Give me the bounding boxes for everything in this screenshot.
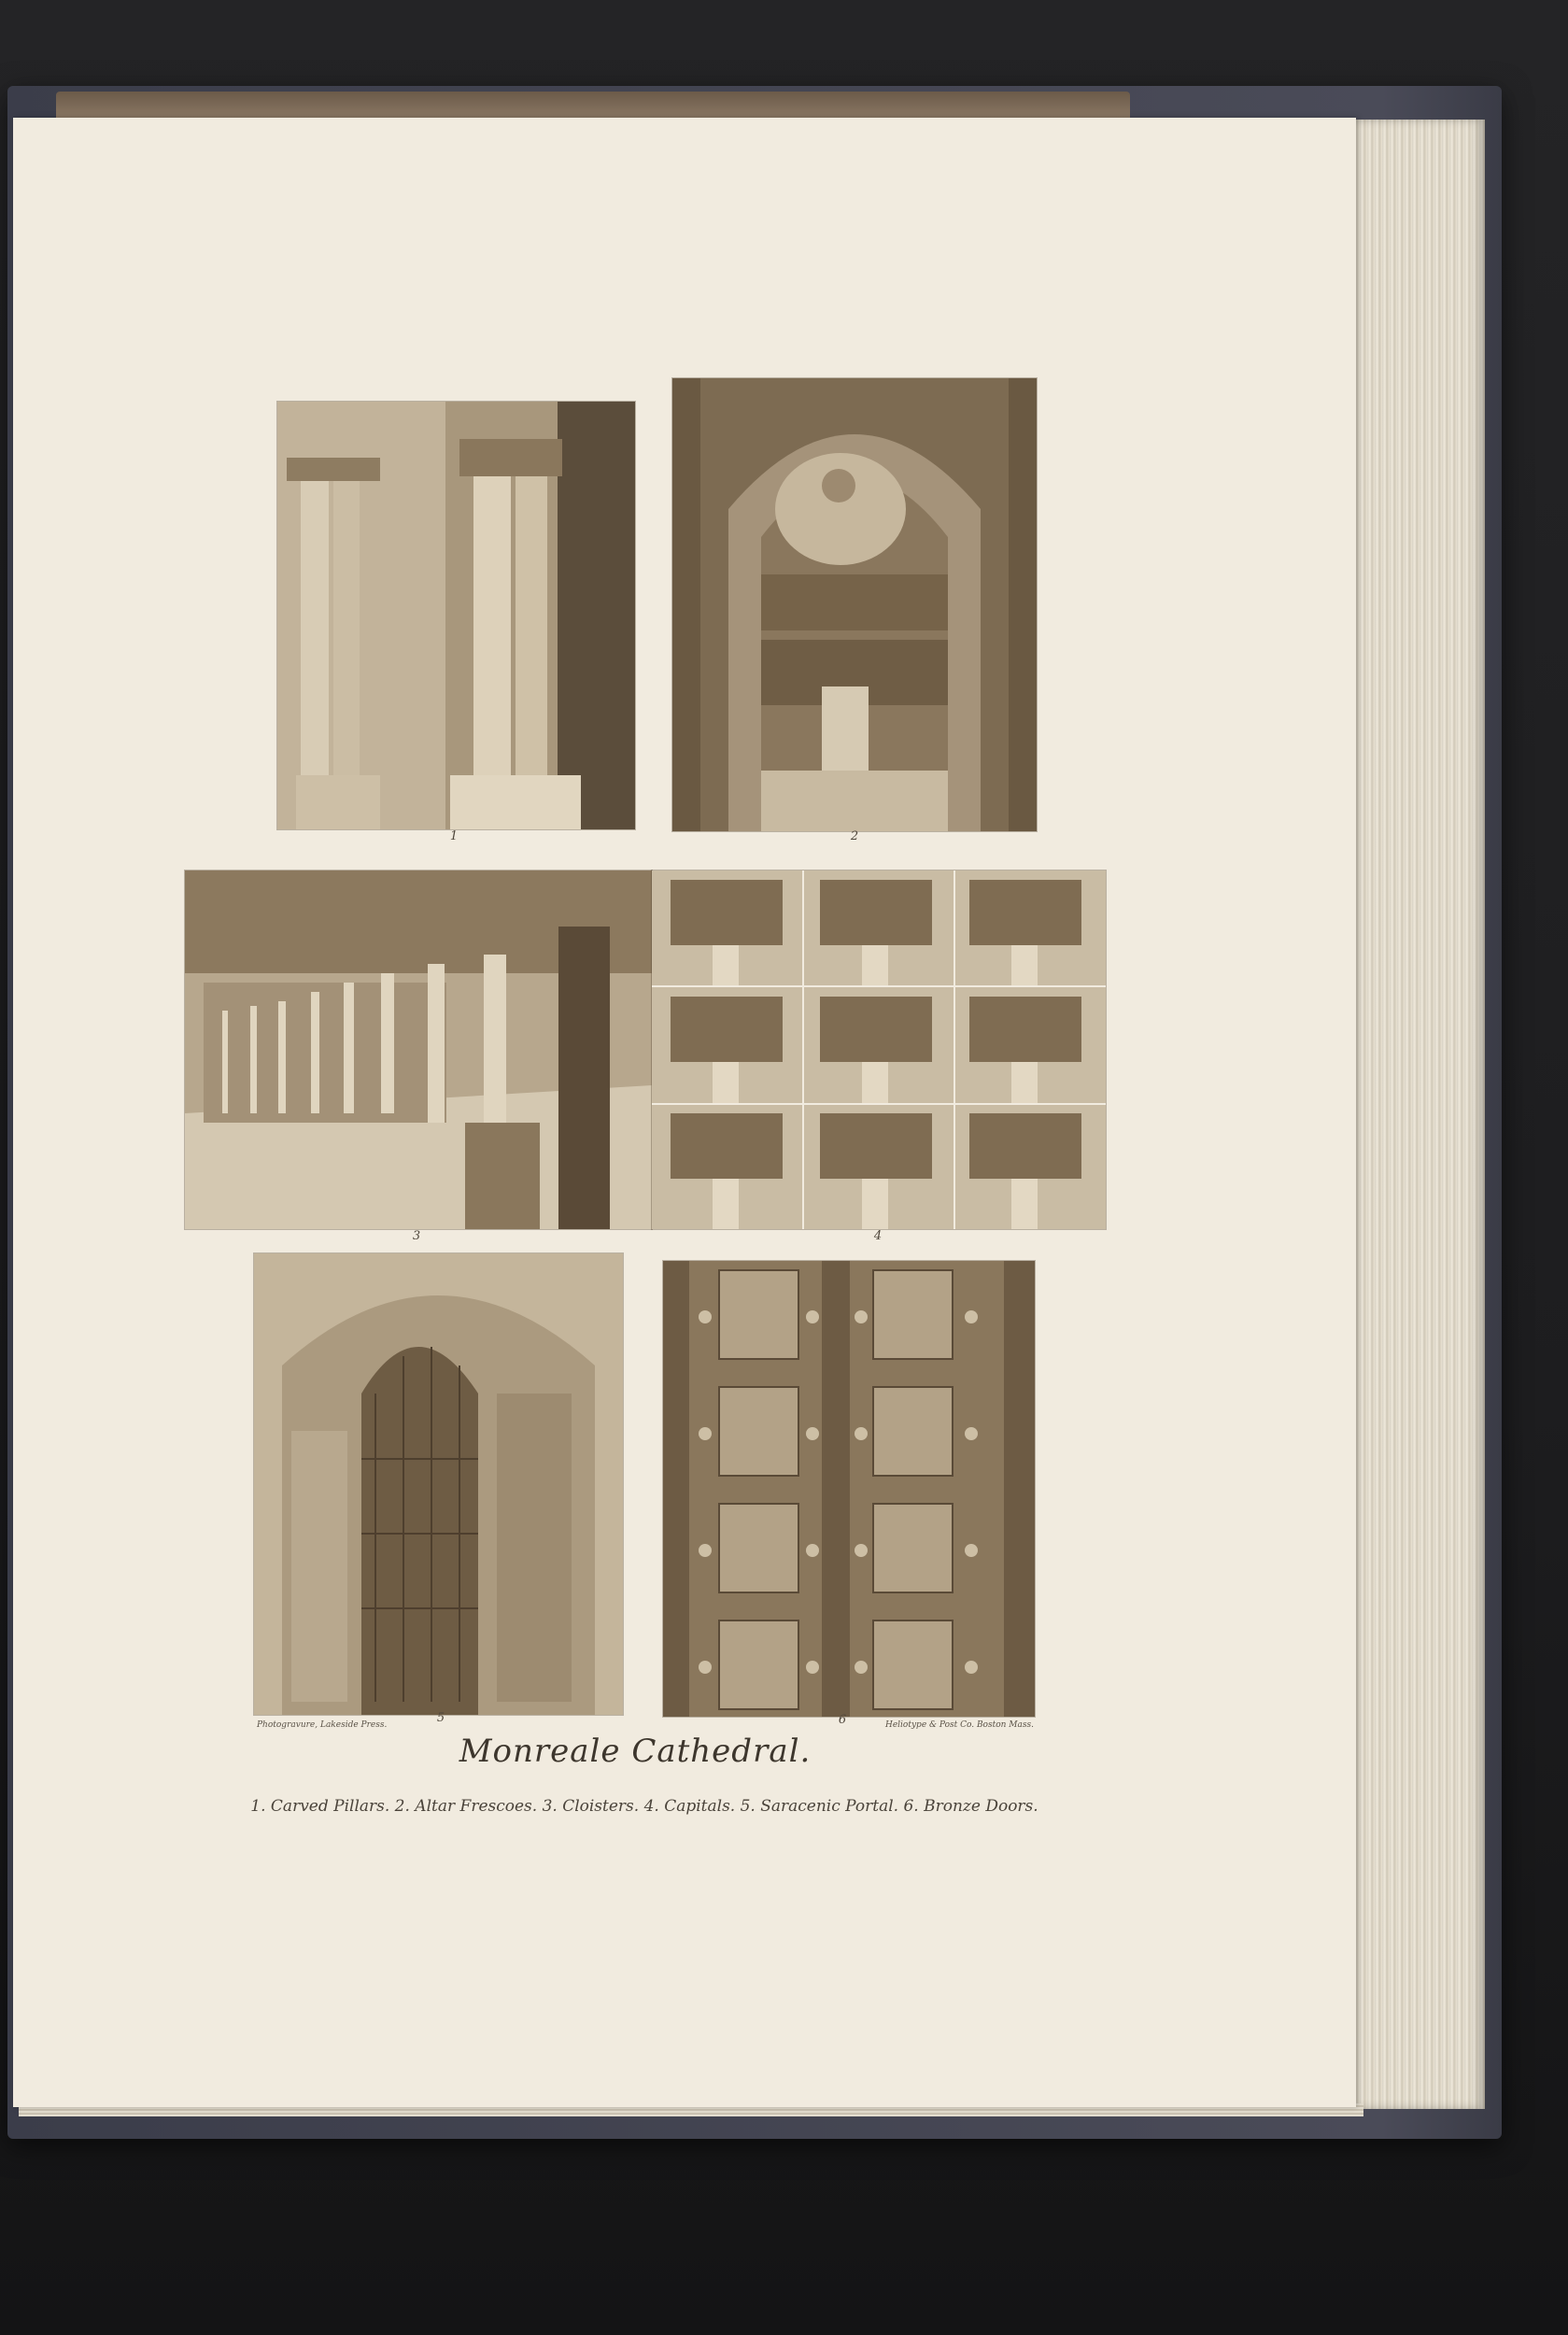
- plate-caption: 1. Carved Pillars. 2. Altar Frescoes. 3. Cloisters. 4. Capitals. 5. Saracenic Portal. 6. Bronze Doors.: [250, 1797, 1038, 1816]
- plate-title: Monreale Cathedral.: [459, 1733, 812, 1770]
- plate-number: 2: [850, 829, 859, 843]
- plate-number: 4: [873, 1229, 883, 1243]
- printer-credit-right: Heliotype & Post Co. Boston Mass.: [885, 1720, 1034, 1730]
- plate-number: 5: [436, 1711, 445, 1725]
- plate-number: 1: [449, 829, 459, 843]
- photo-bronze-doors: [663, 1261, 1035, 1717]
- printer-credit-left: Photogravure, Lakeside Press.: [257, 1720, 388, 1730]
- photo-altar-frescoes: [672, 378, 1037, 831]
- plate-number: 3: [412, 1229, 421, 1243]
- page-edges: [1345, 120, 1485, 2109]
- photo-carved-pillars: [277, 402, 635, 829]
- book-cover-top-edge: [56, 92, 1130, 118]
- photo-cloisters: [185, 870, 652, 1229]
- plate-number: 6: [838, 1713, 847, 1727]
- photo-saracenic-portal: [254, 1253, 623, 1715]
- photo-capitals: [652, 870, 1106, 1229]
